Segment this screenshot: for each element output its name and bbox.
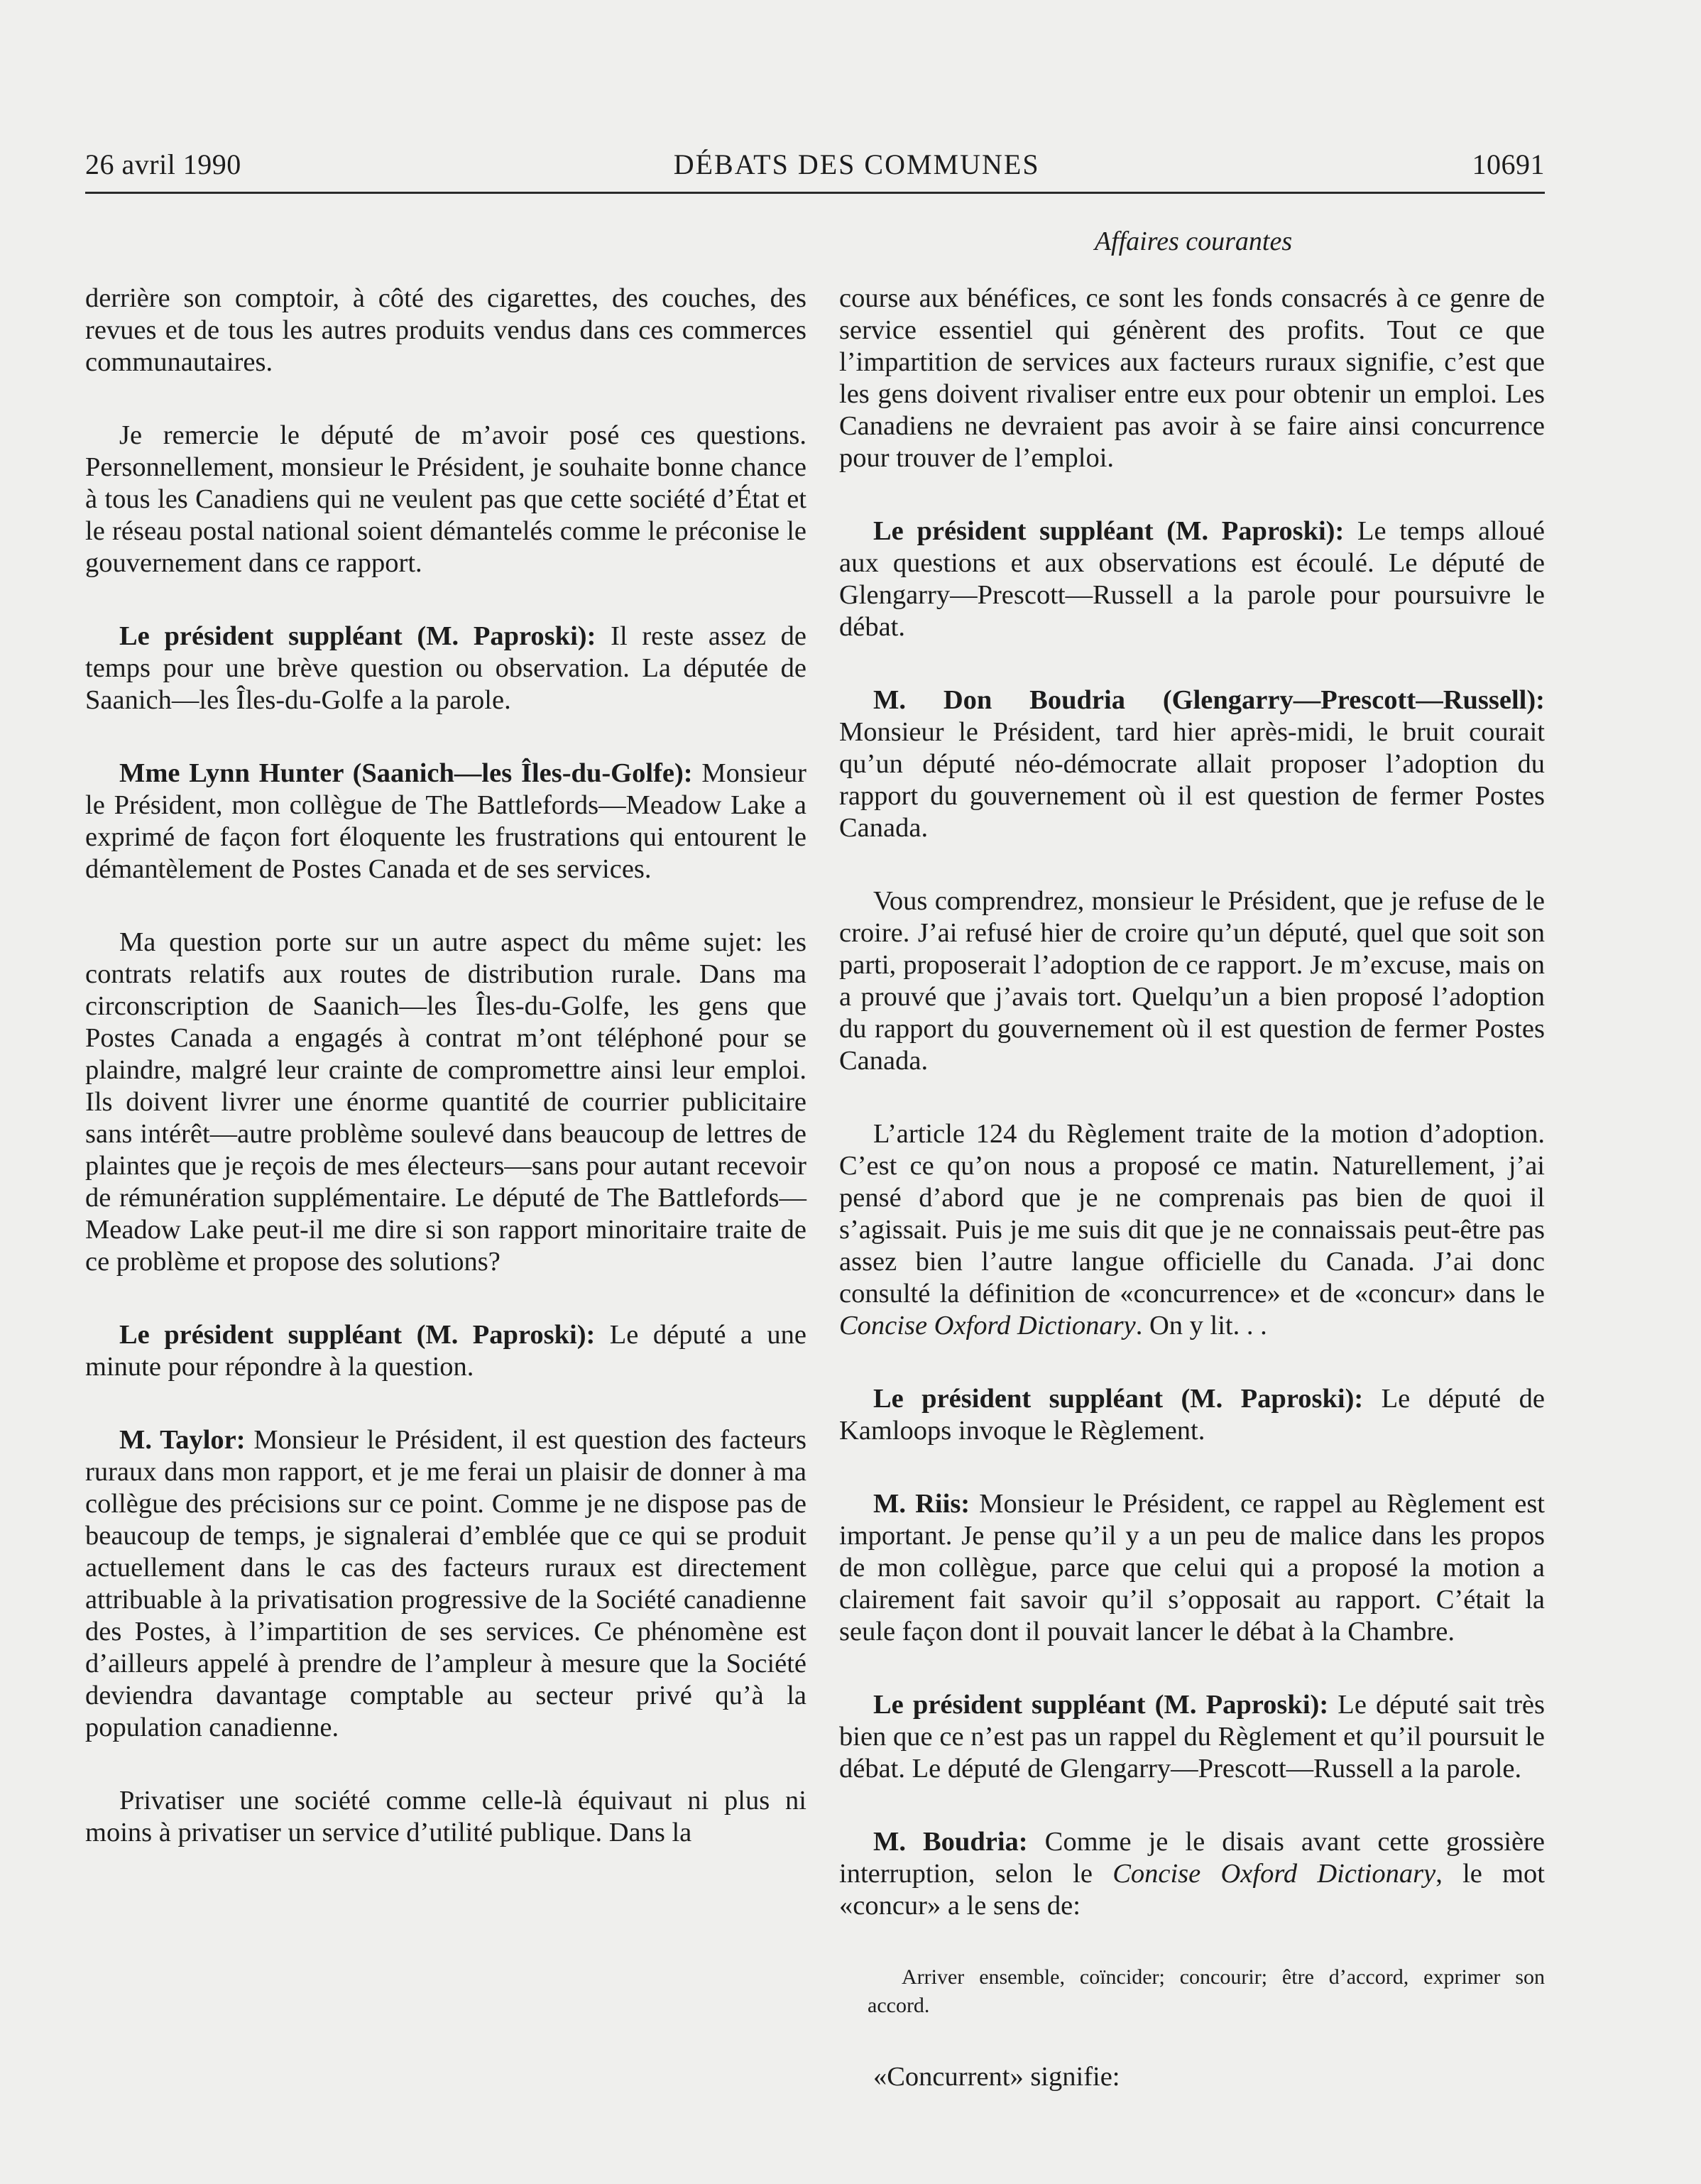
header-rule — [85, 192, 1545, 194]
speech-text: Le député sait très bien que ce n’est pas un rappel du Règlement et qu’il poursuit le débat. Le député de Glengarry—Prescott—Russell a la parole. — [839, 1690, 1545, 1784]
left-column — [85, 283, 806, 1849]
speech-text: Monsieur le Président, ce rappel au Règlement est important. Je pense qu’il y a un peu de malice dans les propos de mon collègue, parce que celui qui a proposé la motion a clairement fait savoir qu’il s’opposait au rapport. C’était la seule façon dont il pouvait lancer le débat à la Chambre. — [839, 1489, 1545, 1647]
paragraph: «Concurrent» signifie: — [873, 2062, 1120, 2092]
paragraph — [839, 1118, 1545, 1342]
speech-text: Comme je le disais avant cette grossière interruption, selon le — [839, 1827, 1546, 1889]
paragraph — [839, 1826, 1545, 1922]
paragraph: Ma question porte sur un autre aspect du même sujet: les contrats relatifs aux routes de distribution rurale. Dans ma circonscription de Saanich—les Îles-du-Golfe, les gens que Postes Canada a engagés à contrat m’ont téléphoné pour se plaindre, malgré leur crainte de compromettre ainsi leur emploi. Ils doivent livrer une énorme quantité de courrier publicitaire sans intérêt—autre problème soulevé dans beaucoup de lettres de plaintes que je reçois de mes électeurs—sans pour autant recevoir de rémunération supplémentaire. Le député de The Battlefords—Meadow Lake peut-il me dire si son rapport minoritaire traite de ce problème et propose des solutions? — [85, 927, 806, 1277]
header-title: DÉBATS DES COMMUNES — [673, 148, 1040, 180]
paragraph — [839, 515, 1545, 643]
speaker-name: Le président suppléant (M. Paproski): — [873, 516, 1345, 546]
speaker-name: Le président suppléant (M. Paproski): — [873, 1690, 1329, 1720]
paragraph — [839, 1383, 1545, 1447]
speech-text: , le mot «concur» a le sens de: — [839, 1859, 1545, 1921]
speech-text: Le député de Kamloops invoque le Règlement. — [839, 1384, 1545, 1446]
paragraph — [85, 1424, 806, 1744]
paragraph: Privatiser une société comme celle-là équivaut ni plus ni moins à privatiser un service d’utilité publique. Dans la — [85, 1786, 806, 1847]
header-date: 26 avril 1990 — [85, 148, 241, 180]
italic-title: Concise Oxford Dictionary — [839, 1311, 1136, 1341]
speaker-name: Le président suppléant (M. Paproski): — [119, 621, 596, 651]
section-title: Affaires courantes — [1094, 226, 1293, 256]
paragraph — [85, 758, 806, 885]
speech-text: . On y lit. . . — [1135, 1311, 1267, 1341]
paragraph: Vous comprendrez, monsieur le Président, que je refuse de le croire. J’ai refusé hier de croire qu’un député, quel que soit son parti, proposerait l’adoption de ce rapport. Je m’excuse, mais on a prouvé que j’avais tort. Quelqu’un a bien proposé l’adoption du rapport du gouvernement où il est question de fermer Postes Canada. — [839, 886, 1545, 1076]
paragraph: derrière son comptoir, à côté des cigarettes, des couches, des revues et de tous les autres produits vendus dans ces commerces communautaires. — [85, 283, 806, 377]
speaker-name: M. Taylor: — [119, 1425, 246, 1455]
speech-text: L’article 124 du Règlement traite de la motion d’adoption. C’est ce qu’on nous a proposé ce matin. Naturellement, j’ai pensé d’abord que je ne comprenais pas bien de quoi il s’agissait. Puis je me suis dit que je ne connaissais peut-être pas assez bien l’autre langue officielle du Canada. J’ai donc consulté la définition de «concurrence» et de «concur» dans le — [839, 1119, 1545, 1309]
speaker-name: Le président suppléant (M. Paproski): — [119, 1320, 596, 1350]
italic-title: Concise Oxford Dictionary — [1112, 1859, 1436, 1889]
paragraph — [839, 1689, 1545, 1785]
paragraph — [85, 621, 806, 716]
paragraph — [839, 684, 1545, 844]
speech-text: Monsieur le Président, tard hier après-midi, le bruit courait qu’un député néo-démocrate allait proposer l’adoption du rapport du gouvernement où il est question de fermer Postes Canada. — [839, 717, 1545, 843]
right-column — [839, 283, 1545, 2093]
paragraph — [85, 1319, 806, 1383]
header-page-number: 10691 — [1472, 148, 1545, 180]
speech-text: Le temps alloué aux questions et aux observations est écoulé. Le député de Glengarry—Prescott—Russell a la parole pour poursuivre le débat. — [839, 516, 1546, 642]
speaker-name: Le président suppléant (M. Paproski): — [873, 1384, 1364, 1414]
paragraph: course aux bénéfices, ce sont les fonds consacrés à ce genre de service essentiel qui génèrent des profits. Tout ce que l’impartition de services aux facteurs ruraux signifie, c’est que les gens doivent rivaliser entre eux pour obtenir un emploi. Les Canadiens ne devraient pas avoir à se faire ainsi concurrence pour trouver de l’emploi. — [839, 283, 1545, 473]
page-header — [85, 148, 1545, 181]
speaker-name: M. Riis: — [873, 1489, 970, 1519]
speaker-name: M. Don Boudria (Glengarry—Prescott—Russell): — [873, 685, 1545, 715]
paragraph: Je remercie le député de m’avoir posé ces questions. Personnellement, monsieur le Président, je souhaite bonne chance à tous les Canadiens qui ne veulent pas que cette société d’État et le réseau postal national soient démantelés comme le préconise le gouvernement dans ce rapport. — [85, 420, 806, 578]
speaker-name: Mme Lynn Hunter (Saanich—les Îles-du-Golfe): — [119, 758, 693, 788]
speech-text: Monsieur le Président, mon collègue de The Battlefords—Meadow Lake a exprimé de façon fort éloquente les frustrations qui entourent le démantèlement de Postes Canada et de ses services. — [85, 758, 807, 884]
speech-text: Monsieur le Président, il est question des facteurs ruraux dans mon rapport, et je me ferai un plaisir de donner à ma collègue des précisions sur ce point. Comme je ne dispose pas de beaucoup de temps, je signalerai d’emblée que ce qui se produit actuellement dans le cas des facteurs ruraux est directement attribuable à la privatisation progressive de la Société canadienne des Postes, à l’impartition de ses services. Ce phénomène est d’ailleurs appelé à prendre de l’ampleur à mesure que la Société deviendra davantage comptable au secteur privé qu’à la population canadienne. — [85, 1425, 806, 1742]
block-quote: Arriver ensemble, coïncider; concourir; être d’accord, exprimer son accord. — [868, 1965, 1545, 2017]
paragraph — [839, 1488, 1545, 1648]
speaker-name: M. Boudria: — [873, 1827, 1028, 1857]
speech-text: Il reste assez de temps pour une brève question ou observation. La députée de Saanich—les Îles-du-Golfe a la parole. — [85, 621, 807, 715]
speech-text: Le député a une minute pour répondre à la question. — [85, 1320, 806, 1382]
